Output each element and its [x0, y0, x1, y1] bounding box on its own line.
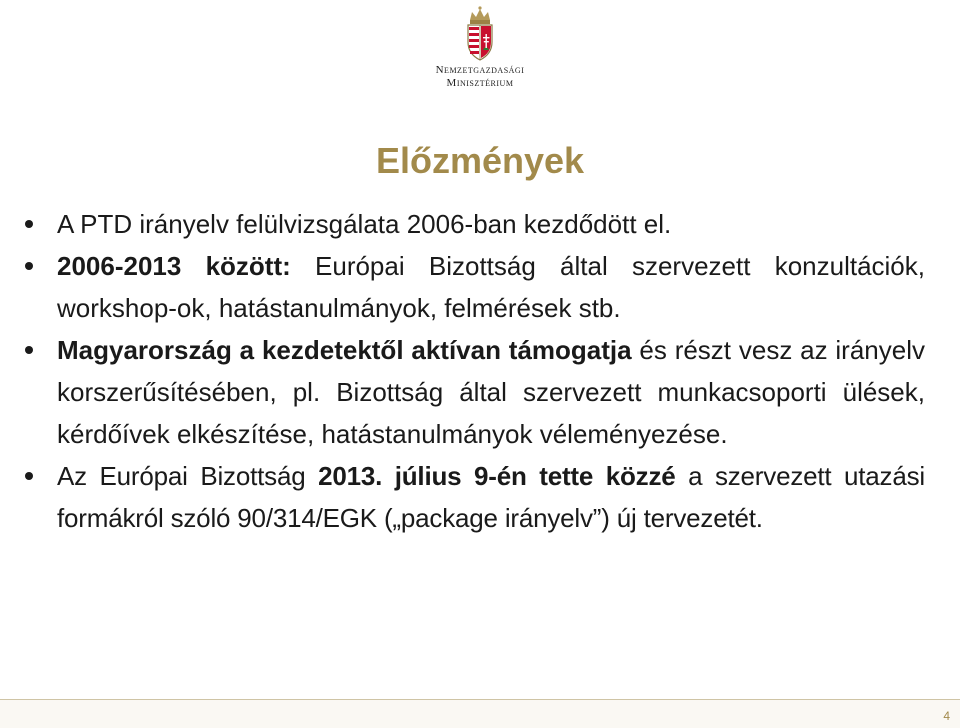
bullet-text: Európai Bizottság által szervezett konzultációk, workshop-ok, hatástanulmányok, felmérések stb.: [57, 251, 925, 323]
page-title: Előzmények: [375, 140, 585, 181]
bullet-item: [20, 329, 925, 455]
bullet-text: A PTD irányelv felülvizsgálata 2006-ban kezdődött el.: [57, 209, 672, 239]
bullet-text: Az Európai Bizottság: [57, 461, 319, 491]
page-number: 4: [943, 709, 950, 723]
bullet-item: [20, 245, 925, 329]
bullet-list: [20, 203, 925, 539]
bullet-item: [20, 455, 925, 539]
logo-line-2: Minisztérium: [446, 77, 514, 89]
logo-line-1: Nemzetgazdasági: [435, 64, 525, 76]
bullet-text: a szervezett utazási formákról szóló 90/314/EGK („package irányelv”) új tervezetét.: [57, 461, 925, 533]
bullet-text-bold: Magyarország a kezdetektől aktívan támogatja: [57, 335, 632, 365]
bullet-text-bold: 2013. július 9-én tette közzé: [318, 461, 676, 491]
bullet-text: és részt vesz az irányelv korszerűsítésében, pl. Bizottság által szervezett munkacsoporti ülések, kérdőívek elkészítése, hatástanulmányok véleményezése.: [57, 335, 926, 449]
coat-of-arms-icon: [463, 6, 497, 62]
bullet-item: [20, 203, 925, 245]
bullet-text-bold: 2006-2013 között:: [57, 251, 291, 281]
footer: [0, 700, 960, 728]
ministry-logo: [400, 6, 560, 98]
